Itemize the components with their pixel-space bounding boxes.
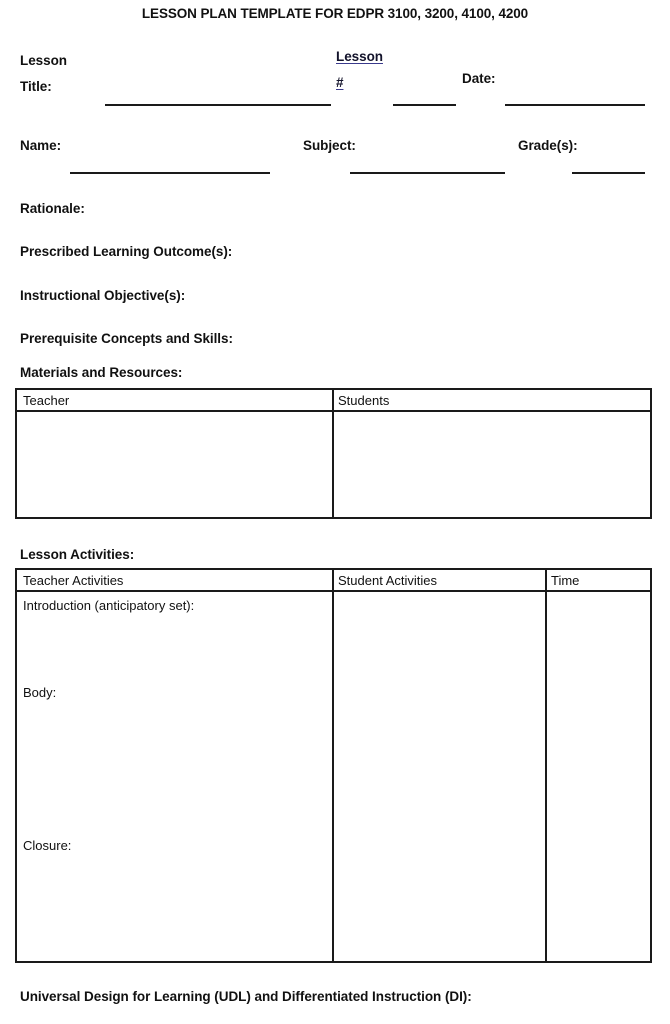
page-title: LESSON PLAN TEMPLATE FOR EDPR 3100, 3200, 4100, 4200: [141, 6, 529, 21]
section-heading-udl-di: Universal Design for Learning (UDL) and Differentiated Instruction (DI):: [20, 989, 472, 1004]
column-header-teacher: Teacher: [23, 393, 70, 408]
lesson-number-label: Lesson #: [336, 49, 383, 90]
section-heading-prerequisite-concepts: Prerequisite Concepts and Skills:: [20, 331, 233, 346]
lesson-number-input-rule[interactable]: [393, 104, 456, 106]
activity-phase-closure[interactable]: Closure:: [23, 838, 72, 853]
grades-label: Grade(s):: [518, 138, 578, 153]
section-heading-rationale: Rationale:: [20, 201, 85, 216]
table-cell-student-activities[interactable]: [338, 598, 538, 953]
column-header-time: Time: [551, 573, 580, 588]
activity-phase-body[interactable]: Body:: [23, 685, 57, 700]
table-cell-time[interactable]: [551, 598, 646, 953]
name-label: Name:: [20, 138, 62, 153]
table-cell-students-materials[interactable]: [338, 416, 638, 511]
name-input-rule[interactable]: [70, 172, 270, 174]
column-header-students: Students: [338, 393, 390, 408]
column-divider: [332, 390, 334, 517]
activity-phase-introduction[interactable]: Introduction (anticipatory set):: [23, 598, 195, 613]
date-label: Date:: [462, 71, 496, 86]
subject-input-rule[interactable]: [350, 172, 505, 174]
section-heading-lesson-activities: Lesson Activities:: [20, 547, 135, 562]
grades-input-rule[interactable]: [572, 172, 645, 174]
section-heading-prescribed-learning-outcomes: Prescribed Learning Outcome(s):: [20, 244, 233, 259]
date-input-rule[interactable]: [505, 104, 645, 106]
column-header-student-activities: Student Activities: [338, 573, 437, 588]
section-heading-instructional-objectives: Instructional Objective(s):: [20, 288, 186, 303]
lesson-title-label: Lesson Title:: [20, 53, 67, 94]
column-header-teacher-activities: Teacher Activities: [23, 573, 124, 588]
column-divider-time: [545, 570, 547, 961]
lesson-title-input-rule[interactable]: [105, 104, 331, 106]
section-heading-materials-and-resources: Materials and Resources:: [20, 365, 183, 380]
subject-label: Subject:: [303, 138, 356, 153]
lesson-activities-table: [15, 568, 652, 963]
materials-and-resources-table: [15, 388, 652, 519]
table-cell-teacher-materials[interactable]: [23, 416, 323, 511]
column-divider-student: [332, 570, 334, 961]
